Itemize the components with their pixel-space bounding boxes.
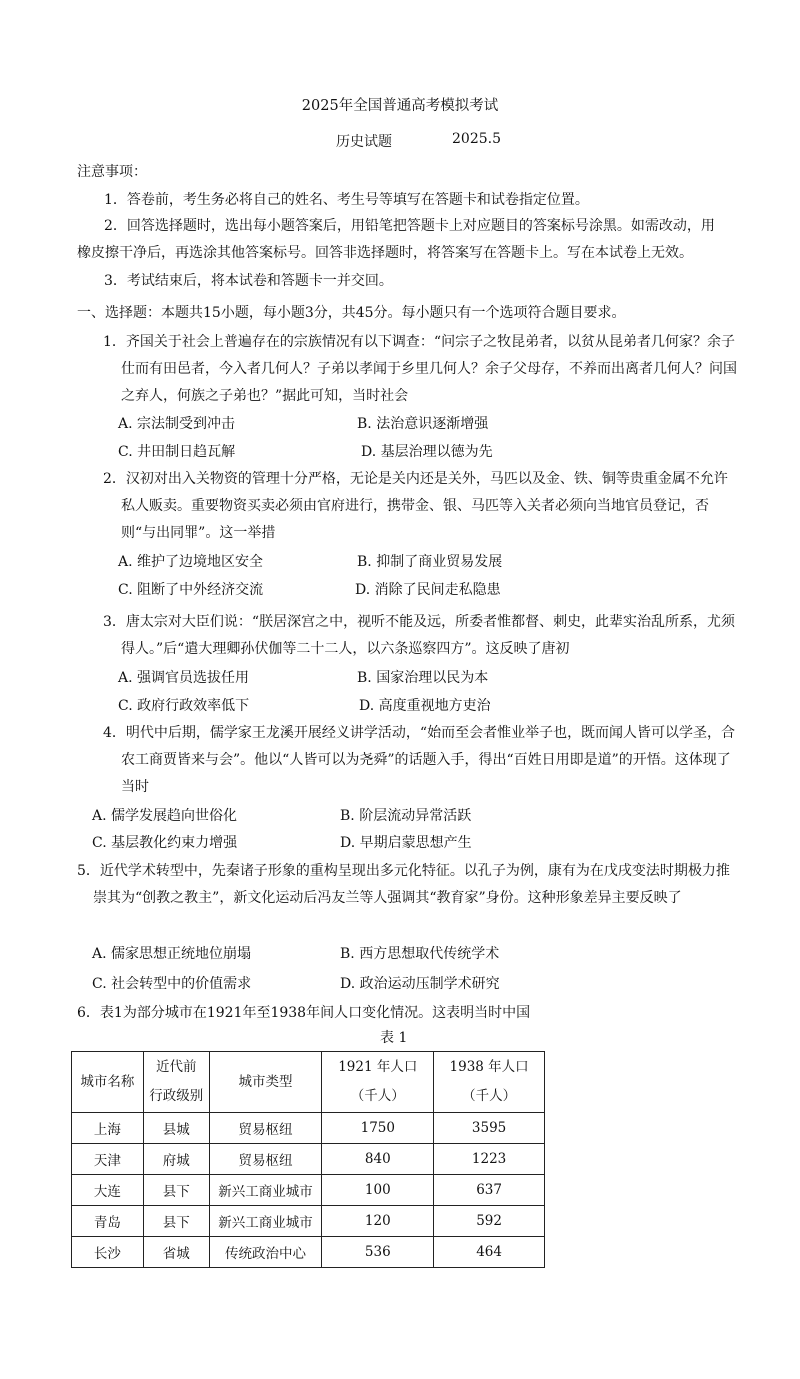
population-table [71,1051,545,1268]
option-b: B. 西方思想取代传统学术 [340,946,500,962]
question-stem: 2．汉初对出入关物资的管理十分严格，无论是关内还是关外，马匹以及金、铁、铜等贵重金属不允许私人贩卖。重要物资买卖必须由官府进行，携带金、银、马匹等入关者必须向当地官员登记，否则“与出同罪”。这一举措 [103,471,728,541]
table-cell: 3595 [434,1113,545,1144]
option-b: B. 阶层流动异常活跃 [340,808,472,824]
question-stem: 6．表1为部分城市在1921年至1938年间人口变化情况。这表明当时中国 [77,1005,531,1021]
table-cell: 天津 [72,1144,144,1175]
table-cell: 新兴工商业城市 [209,1175,322,1206]
header-cell: 城市名称 [72,1052,144,1113]
option-c: C. 井田制日趋瓦解 [118,444,236,460]
table-row [72,1237,545,1268]
page-title: 2025年全国普通高考模拟考试 [301,98,499,114]
question-stem: 5．近代学术转型中，先秦诸子形象的重构呈现出多元化特征。以孔子为例，康有为在戊戌变法时期极力推崇其为“创教之教主”，新文化运动后冯友兰等人强调其“教育家”身份。这种形象差异主要反映了 [77,863,730,906]
table-cell: 637 [434,1175,545,1206]
option-d: D. 高度重视地方吏治 [359,698,491,714]
option-b: B. 抑制了商业贸易发展 [357,554,503,570]
table-header-row [72,1052,545,1113]
option-a: A. 儒家思想正统地位崩塌 [92,946,252,962]
table-cell: 上海 [72,1113,144,1144]
table-caption: 表 1 [380,1030,408,1046]
exam-date: 2025.5 [452,131,501,147]
notice-item: 1．答卷前，考生务必将自己的姓名、考生号等填写在答题卡和试卷指定位置。 [104,192,589,208]
header-cell: 1938 年人口 （千人） [434,1052,545,1113]
option-d: D. 基层治理以德为先 [361,444,493,460]
table-cell: 县下 [143,1206,209,1237]
table-cell: 长沙 [72,1237,144,1268]
table-cell: 府城 [143,1144,209,1175]
table-cell: 120 [322,1206,434,1237]
option-d: D. 政治运动压制学术研究 [340,976,500,992]
option-c: C. 基层教化约束力增强 [92,835,238,851]
table-cell: 新兴工商业城市 [209,1206,322,1237]
option-c: C. 阻断了中外经济交流 [118,582,264,598]
table-row [72,1144,545,1175]
option-b: B. 国家治理以民为本 [357,670,489,686]
table-cell: 100 [322,1175,434,1206]
table-row [72,1113,545,1144]
table-cell: 传统政治中心 [209,1237,322,1268]
question-stem: 3．唐太宗对大臣们说：“朕居深宫之中，视听不能及远，所委者惟都督、刺史，此辈实治乱所系，尤须得人。”后“遣大理卿孙伏伽等二十二人，以六条巡察四方”。这反映了唐初 [103,614,736,657]
question-stem: 4．明代中后期，儒学家王龙溪开展经义讲学活动，“始而至会者惟业举子也，既而闻人皆可以学圣，合农工商贾皆来与会”。他以“人皆可以为尧舜”的话题入手，得出“百姓日用即是道”的开悟。这体现了当时 [103,725,736,795]
table-cell: 大连 [72,1175,144,1206]
notice-heading: 注意事项： [77,164,147,180]
table-cell: 省城 [143,1237,209,1268]
table-row [72,1175,545,1206]
notice-item: 2．回答选择题时，选出每小题答案后，用铅笔把答题卡上对应题目的答案标号涂黑。如需改动，用橡皮擦干净后，再选涂其他答案标号。回答非选择题时，将答案写在答题卡上。写在本试卷上无效。 [77,218,715,261]
table-cell: 贸易枢纽 [209,1144,322,1175]
table-cell: 840 [322,1144,434,1175]
option-b: B. 法治意识逐渐增强 [357,416,489,432]
option-d: D. 早期启蒙思想产生 [340,835,472,851]
section-heading: 一、选择题：本题共15小题，每小题3分，共45分。每小题只有一个选项符合题目要求。 [77,305,626,321]
header-cell: 近代前 行政级别 [143,1052,209,1113]
table-cell: 县城 [143,1113,209,1144]
notice-item: 3．考试结束后，将本试卷和答题卡一并交回。 [104,273,393,289]
option-d: D. 消除了民间走私隐患 [355,582,501,598]
header-cell: 1921 年人口 （千人） [322,1052,434,1113]
table-cell: 1223 [434,1144,545,1175]
table-cell: 1750 [322,1113,434,1144]
table-cell: 592 [434,1206,545,1237]
table-cell: 贸易枢纽 [209,1113,322,1144]
table-cell: 464 [434,1237,545,1268]
option-c: C. 社会转型中的价值需求 [92,976,252,992]
header-cell: 城市类型 [209,1052,322,1113]
question-stem: 1．齐国关于社会上普遍存在的宗族情况有以下调查：“问宗子之牧昆弟者，以贫从昆弟者几何家？余子仕而有田邑者，今入者几何人？子弟以孝闻于乡里几何人？余子父母存，不养而出离者几何人？问国之弃人，何族之子弟也？”据此可知，当时社会 [103,334,737,404]
option-a: A. 儒学发展趋向世俗化 [92,808,238,824]
table-cell: 青岛 [72,1206,144,1237]
option-c: C. 政府行政效率低下 [118,698,250,714]
table-cell: 县下 [143,1175,209,1206]
option-a: A. 维护了边境地区安全 [118,554,264,570]
table-row [72,1206,545,1237]
option-a: A. 宗法制受到冲击 [118,416,236,432]
subject-label: 历史试题 [336,134,392,150]
table-cell: 536 [322,1237,434,1268]
option-a: A. 强调官员选拔任用 [118,670,250,686]
